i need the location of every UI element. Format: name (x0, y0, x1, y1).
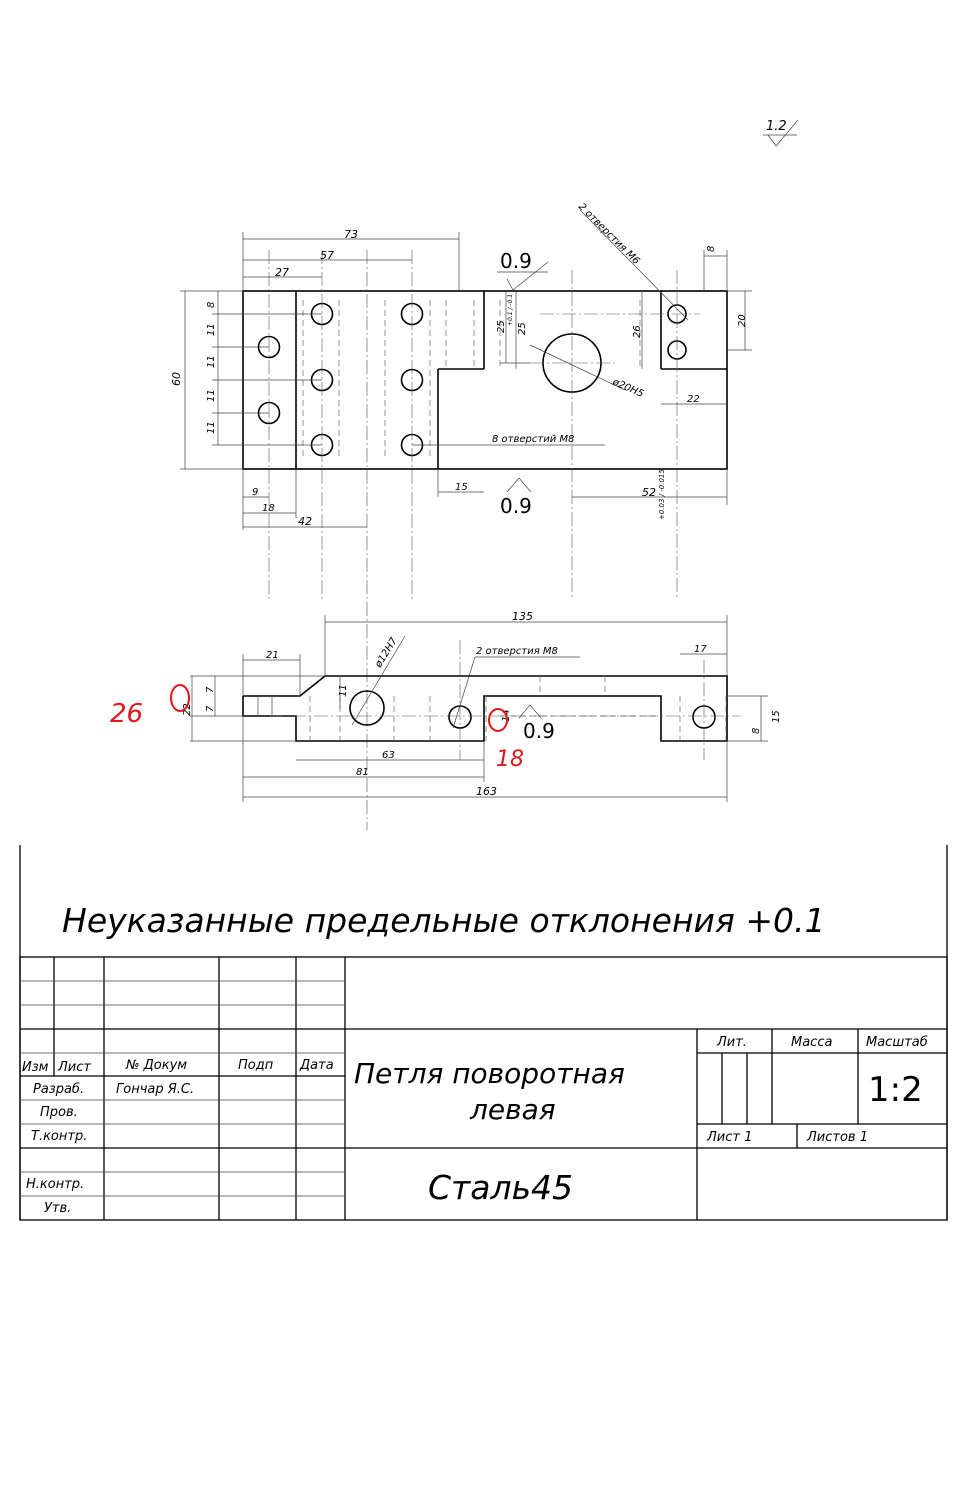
dim-11: 11 (206, 389, 217, 402)
dim-25: 25 (496, 320, 507, 333)
row-razrab: Разраб. (33, 1082, 85, 1097)
callout-8-holes-m8: 8 отверстий М8 (492, 434, 575, 445)
dim-25-tolerance: +0.1 / -0.1 (507, 293, 514, 326)
front-view-outline (243, 676, 727, 741)
dim-22: 22 (687, 394, 700, 405)
red-circle-left (171, 685, 189, 711)
dim-15: 15 (455, 482, 468, 493)
svg-text:0.9: 0.9 (500, 249, 532, 273)
callout-bore-20h5: ø20Н5 (610, 376, 646, 401)
col-data: Дата (300, 1058, 334, 1073)
dim-73: 73 (344, 228, 358, 241)
dim-11-front: 11 (338, 684, 349, 697)
part-title-line2: левая (470, 1093, 556, 1126)
row-nkontr: Н.контр. (26, 1177, 85, 1192)
dim-9: 9 (252, 487, 259, 498)
dim-22-front: 22 (182, 703, 193, 716)
dim-163: 163 (476, 785, 497, 798)
dim-8-front: 8 (751, 727, 762, 734)
dim-11: 11 (206, 355, 217, 368)
roughness-corner-value: 1.2 (766, 119, 787, 134)
row-utv: Утв. (44, 1201, 72, 1216)
dim-14: 14 (501, 709, 512, 722)
callout-2-holes-m6: 2 отверстия М6 (575, 201, 642, 268)
col-doc: № Докум (126, 1058, 188, 1073)
handwritten-18: 18 (496, 747, 524, 772)
dim-21: 21 (266, 650, 279, 661)
col-massa: Масса (791, 1035, 833, 1050)
col-izm: Изм (22, 1060, 49, 1075)
dim-8-right: 8 (706, 245, 717, 252)
roughness-front (519, 705, 555, 743)
roughness-symbol-corner (763, 119, 798, 146)
dim-63: 63 (382, 750, 395, 761)
dim-52: 52 (642, 486, 656, 499)
dim-52-tolerance: +0.03 / -0.015 (658, 469, 666, 520)
roughness-bottom (500, 478, 532, 518)
dim-60: 60 (170, 372, 183, 386)
roughness-top (497, 249, 548, 290)
col-podp: Подп (238, 1058, 274, 1073)
dim-8: 8 (206, 301, 217, 308)
title-block (20, 957, 947, 1220)
scale-value: 1:2 (868, 1070, 923, 1110)
dim-42: 42 (298, 515, 312, 528)
material: Сталь45 (428, 1168, 574, 1207)
razrab-name: Гончар Я.С. (116, 1082, 195, 1097)
sheets-total: Листов 1 (807, 1130, 868, 1145)
row-prov: Пров. (40, 1105, 78, 1120)
dim-17: 17 (694, 644, 707, 655)
dim-20: 20 (737, 314, 748, 327)
col-list: Лист (58, 1060, 91, 1075)
dim-11: 11 (206, 421, 217, 434)
svg-text:0.9: 0.9 (523, 719, 555, 743)
front-view (110, 610, 782, 802)
dim-81: 81 (356, 767, 369, 778)
col-masshtab: Масштаб (866, 1035, 928, 1050)
dim-27: 27 (275, 266, 289, 279)
top-view (170, 201, 752, 830)
dim-26: 26 (632, 325, 643, 338)
general-tolerance-note: Неуказанные предельные отклонения +0.1 (62, 901, 826, 940)
dim-11: 11 (206, 323, 217, 336)
sheet-number: Лист 1 (707, 1130, 753, 1145)
svg-text:0.9: 0.9 (500, 494, 532, 518)
dim-25-b: 25 (517, 322, 528, 335)
dim-7: 7 (205, 686, 216, 693)
dim-18: 18 (262, 503, 275, 514)
dim-57: 57 (320, 249, 334, 262)
dim-15-front: 15 (771, 710, 782, 723)
dim-7-b: 7 (205, 705, 216, 712)
row-tkontr: Т.контр. (31, 1129, 88, 1144)
callout-2-holes-m8: 2 отверстия М8 (476, 646, 558, 657)
handwritten-26: 26 (110, 699, 144, 729)
part-title-line1: Петля поворотная (354, 1057, 625, 1090)
col-lit: Лит. (717, 1035, 747, 1050)
dim-135: 135 (512, 610, 533, 623)
callout-bore-12h7: ø12Н7 (373, 636, 400, 670)
